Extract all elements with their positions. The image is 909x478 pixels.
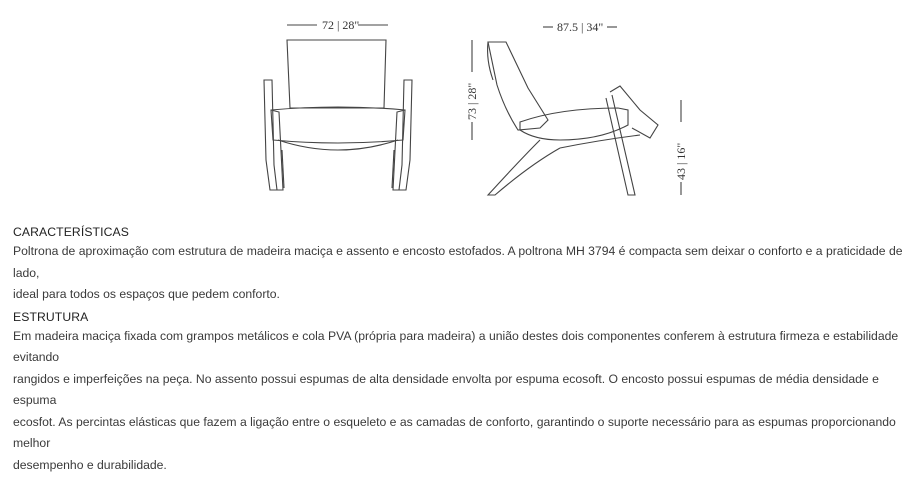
side-seat-height-dimension: 43 | 16" — [674, 142, 688, 180]
side-depth-dimension: 87.5 | 34" — [557, 20, 604, 34]
section-body — [13, 241, 903, 306]
side-view-drawing — [472, 27, 681, 195]
section-title: CARACTERÍSTICAS — [13, 225, 129, 239]
body-line: ideal para todos os espaços que pedem conforto. — [13, 287, 280, 301]
section-estrutura — [13, 308, 903, 477]
technical-drawings — [0, 0, 909, 215]
front-width-dimension: 72 | 28" — [322, 18, 360, 32]
side-height-dimension: 73 | 28" — [465, 82, 479, 120]
body-line: ecosfot. As percintas elásticas que fazem a ligação entre o esqueleto e as camadas de conforto, garantindo o suporte necessário para as espumas proporcionando melhor — [13, 414, 896, 450]
front-view-drawing — [264, 25, 412, 190]
body-line: Em madeira maciça fixada com grampos metálicos e cola PVA (própria para madeira) a união destes dois componentes conferem à estrutura firmeza e estabilidade evitando — [13, 328, 899, 364]
product-description — [13, 223, 903, 478]
section-title: ESTRUTURA — [13, 309, 89, 324]
section-body — [13, 326, 903, 477]
section-caracteristicas — [13, 223, 903, 306]
body-line: Poltrona de aproximação com estrutura de madeira maciça e assento e encosto estofados. A poltrona MH 3794 é compacta sem deixar o conforto e a praticidade de lado, — [13, 244, 903, 280]
body-line: desempenho e durabilidade. — [13, 457, 167, 472]
body-line: rangidos e imperfeições na peça. No assento possui espumas de alta densidade envolta por espuma ecosoft. O encosto possui espumas de média densidade e espuma — [13, 371, 879, 407]
